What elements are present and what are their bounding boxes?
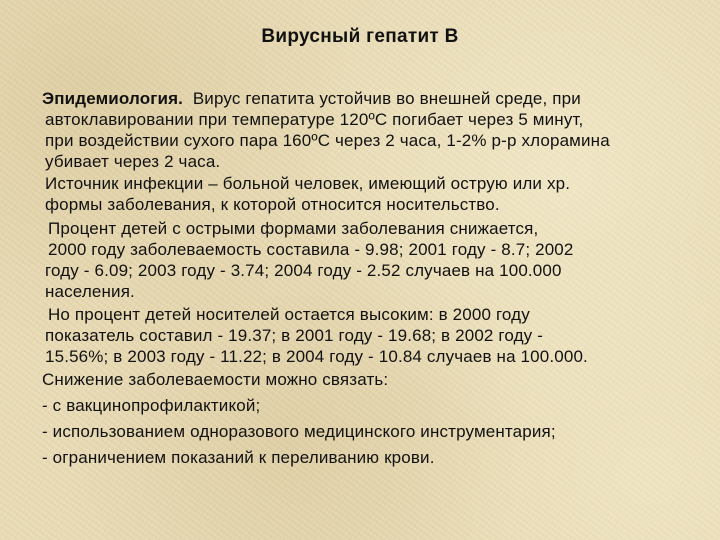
acute-line-2: 2000 году заболеваемость составила - 9.98; 2001 году - 8.7; 2002 — [48, 240, 574, 259]
epidemiology-line-2: автоклавировании при температуре 120ºС погибает через 5 минут, — [45, 110, 584, 129]
acute-line-3: году - 6.09; 2003 году - 3.74; 2004 году - 2.52 случаев на 100.000 — [45, 261, 562, 280]
epidemiology-heading: Эпидемиология. — [42, 89, 184, 108]
source-line-1: Источник инфекции – больной человек, имеющий острую или хр. — [45, 174, 571, 193]
epidemiology-line-3: при воздействии сухого пара 160ºС через 2 часа, 1-2% р-р хлорамина — [45, 131, 610, 150]
reduction-line-4: - ограничением показаний к переливанию крови. — [42, 448, 435, 467]
carriers-line-2: показатель составил - 19.37; в 2001 году - 19.68; в 2002 году - — [45, 326, 544, 345]
epidemiology-text-1: Вирус гепатита устойчив во внешней среде, при — [192, 89, 581, 108]
acute-line-1: Процент детей с острыми формами заболевания снижается, — [48, 219, 539, 238]
epidemiology-line-4: убивает через 2 часа. — [45, 152, 221, 171]
carriers-line-1: Но процент детей носителей остается высоким: в 2000 году — [48, 305, 530, 324]
reduction-line-1: Снижение заболеваемости можно связать: — [42, 370, 389, 389]
acute-paragraph — [42, 218, 702, 302]
reduction-paragraph — [42, 369, 702, 468]
acute-line-4: населения. — [45, 282, 135, 301]
source-line-2: формы заболевания, к которой относится носительство. — [45, 195, 500, 214]
reduction-line-3: - использованием одноразового медицинского инструментария; — [42, 422, 556, 441]
slide-title: Вирусный гепатит В — [261, 26, 459, 47]
slide-body — [42, 88, 702, 468]
carriers-line-3: 15.56%; в 2003 году - 11.22; в 2004 году - 10.84 случаев на 100.000. — [45, 347, 588, 366]
epidemiology-paragraph — [42, 88, 702, 172]
carriers-paragraph — [42, 304, 702, 367]
epidemiology-line-1 — [42, 88, 702, 109]
reduction-line-2: - с вакцинопрофилактикой; — [42, 396, 261, 415]
source-paragraph — [42, 173, 702, 215]
